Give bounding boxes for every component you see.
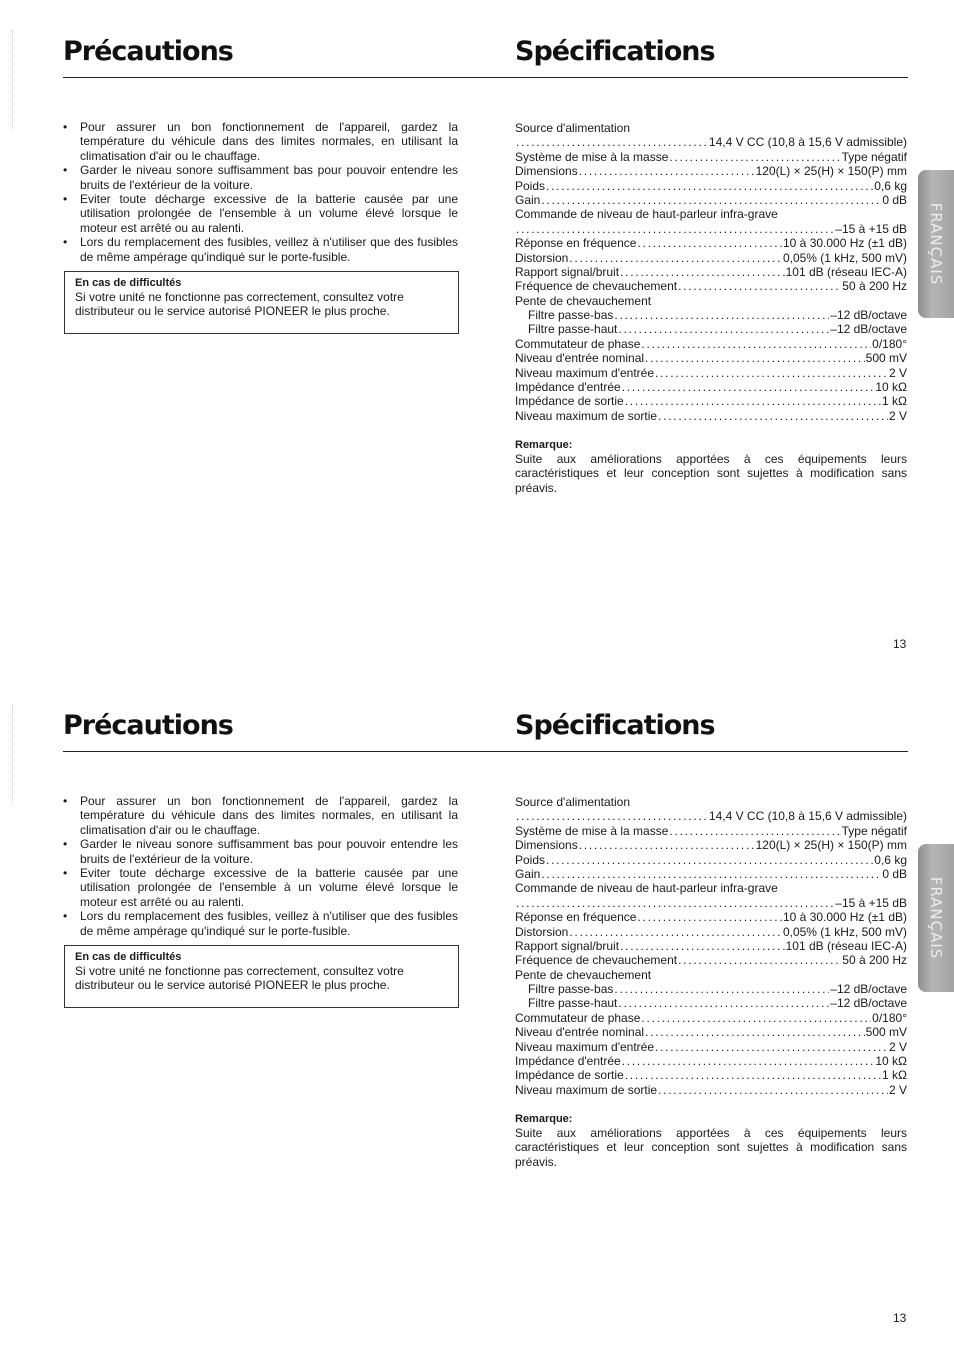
spec-label: Gain: [515, 192, 541, 207]
header-rule: [63, 77, 908, 78]
spec-value: 120(L) × 25(H) × 150(P) mm: [755, 164, 907, 179]
spec-label: Système de mise à la masse: [515, 149, 669, 164]
spec-value: 1 kΩ: [882, 394, 907, 409]
precaution-item: • Pour assurer un bon fonctionnement de l'appareil, gardez la température du véhicule dans des limites normales, en utilisant la climatisation d'air ou le chauffage.: [63, 120, 458, 163]
spec-label: Commande de niveau de haut-parleur infra-grave: [515, 207, 778, 222]
spec-row: [515, 1011, 907, 1025]
spec-value: 0,6 kg: [874, 178, 907, 193]
dot-leader: [618, 322, 829, 336]
spec-value: 50 à 200 Hz: [842, 953, 907, 968]
spec-row: [515, 1025, 907, 1039]
spec-value: 1 kΩ: [882, 1068, 907, 1083]
dot-leader: [669, 150, 840, 164]
specifications-title: Spécifications: [515, 36, 715, 67]
spec-value: –15 à +15 dB: [835, 221, 907, 236]
manual-page-top: [0, 0, 954, 674]
spec-label: Niveau maximum d'entrée: [515, 365, 655, 380]
spec-row: [515, 193, 907, 207]
spec-value: 2 V: [888, 408, 907, 423]
spec-value: 2 V: [888, 1082, 907, 1097]
precaution-item: • Garder le niveau sonore suffisamment bas pour pouvoir entendre les bruits de l'extérieur de la voiture.: [63, 163, 458, 192]
spec-row: [515, 939, 907, 953]
dot-leader: [546, 179, 873, 193]
dot-leader: [622, 380, 875, 394]
spec-label: Fréquence de chevauchement: [515, 279, 678, 294]
dot-leader: [625, 1068, 881, 1082]
dot-leader: [618, 996, 829, 1010]
dot-leader: [625, 394, 881, 408]
spec-row: [515, 982, 907, 996]
spec-row: [515, 265, 907, 279]
spec-label: Source d'alimentation: [515, 795, 631, 809]
spec-value: 0 dB: [882, 866, 907, 881]
dot-leader: [669, 824, 840, 838]
spec-label: Commande de niveau de haut-parleur infra-grave: [515, 881, 778, 896]
precaution-item: • Lors du remplacement des fusibles, veillez à n'utiliser que des fusibles de même ampérage qu'indiqué sur le porte-fusible.: [63, 235, 458, 264]
dot-leader: [658, 1083, 888, 1097]
spec-value: 10 kΩ: [875, 1054, 907, 1069]
spec-value: 500 mV: [865, 351, 907, 366]
spec-row: [515, 179, 907, 193]
spec-value: 14,4 V CC (10,8 à 15,6 V admissible): [708, 809, 907, 824]
spec-label: Niveau d'entrée nominal: [515, 1025, 645, 1040]
spec-label: Pente de chevauchement: [515, 967, 652, 982]
spec-row: [515, 294, 907, 308]
spec-row: [515, 164, 907, 178]
spec-row: [515, 351, 907, 365]
spec-label: Impédance d'entrée: [515, 1054, 621, 1069]
troubleshooting-title: En cas de difficultés: [75, 951, 182, 963]
spec-label: Rapport signal/bruit: [515, 264, 620, 279]
spec-value: 0,6 kg: [874, 852, 907, 867]
spec-row: [515, 824, 907, 838]
spec-row: [515, 308, 907, 322]
specifications-title: Spécifications: [515, 710, 715, 741]
spec-value: Type négatif: [841, 823, 907, 838]
spec-value: –15 à +15 dB: [835, 895, 907, 910]
page-number: 13: [893, 1311, 907, 1325]
spec-label: Commutateur de phase: [515, 336, 641, 351]
spec-label: Filtre passe-bas: [528, 308, 614, 323]
specifications-list: [515, 121, 907, 423]
dot-leader: [516, 135, 708, 149]
spec-label: Impédance de sortie: [515, 394, 624, 409]
language-tab: [918, 170, 954, 318]
spec-value: –12 dB/octave: [830, 996, 907, 1011]
spec-row: [515, 910, 907, 924]
spec-value: 0,05% (1 kHz, 500 mV): [782, 250, 907, 265]
spec-row: [515, 795, 907, 809]
spec-label: Fréquence de chevauchement: [515, 953, 678, 968]
spec-label: Gain: [515, 866, 541, 881]
spec-row: [515, 279, 907, 293]
spec-row: [515, 394, 907, 408]
spec-label: Commutateur de phase: [515, 1010, 641, 1025]
remark-text: Suite aux améliorations apportées à ces équipements leurs caractéristiques et leur conception sont sujettes à modification sans préavis.: [515, 452, 907, 495]
precaution-item: • Pour assurer un bon fonctionnement de l'appareil, gardez la température du véhicule dans des limites normales, en utilisant la climatisation d'air ou le chauffage.: [63, 794, 458, 837]
dot-leader: [614, 982, 829, 996]
margin-dots: [12, 704, 17, 804]
spec-value: 0/180°: [872, 1010, 907, 1025]
spec-row: [515, 322, 907, 336]
troubleshooting-box: [64, 271, 459, 334]
spec-row: [515, 968, 907, 982]
dot-leader: [569, 925, 782, 939]
dot-leader: [516, 809, 708, 823]
dot-leader: [637, 910, 782, 924]
dot-leader: [641, 1011, 871, 1025]
dot-leader: [579, 164, 755, 178]
spec-value: 10 kΩ: [875, 380, 907, 395]
spec-label: Rapport signal/bruit: [515, 938, 620, 953]
spec-row: [515, 881, 907, 895]
remark-text: Suite aux améliorations apportées à ces équipements leurs caractéristiques et leur conception sont sujettes à modification sans préavis.: [515, 1126, 907, 1169]
dot-leader: [541, 193, 881, 207]
spec-row: [515, 867, 907, 881]
spec-value: 101 dB (réseau IEC-A): [785, 264, 907, 279]
spec-label: Réponse en fréquence: [515, 236, 637, 251]
spec-row: [515, 1068, 907, 1082]
dot-leader: [641, 337, 871, 351]
precaution-item: • Eviter toute décharge excessive de la batterie causée par une utilisation prolongée de l'ensemble à un volume élevé lorsque le moteur est arrêté ou au ralenti.: [63, 866, 458, 909]
spec-label: Réponse en fréquence: [515, 910, 637, 925]
spec-row: [515, 1040, 907, 1054]
spec-row: [515, 135, 907, 149]
spec-label: Poids: [515, 852, 546, 867]
spec-row: [515, 953, 907, 967]
troubleshooting-text: Si votre unité ne fonctionne pas correctement, consultez votre distributeur ou le service autorisé PIONEER le plus proche.: [75, 964, 404, 993]
spec-row: [515, 409, 907, 423]
dot-leader: [620, 939, 785, 953]
spec-row: [515, 251, 907, 265]
manual-page-bottom: [0, 674, 954, 1348]
spec-value: 0 dB: [882, 192, 907, 207]
spec-row: [515, 366, 907, 380]
dot-leader: [637, 236, 782, 250]
dot-leader: [516, 896, 834, 910]
dot-leader: [569, 251, 782, 265]
spec-value: 10 à 30.000 Hz (±1 dB): [783, 910, 907, 925]
spec-value: 500 mV: [865, 1025, 907, 1040]
spec-label: Impédance d'entrée: [515, 380, 621, 395]
dot-leader: [546, 853, 873, 867]
dot-leader: [614, 308, 829, 322]
header-rule: [63, 751, 908, 752]
dot-leader: [655, 1040, 888, 1054]
spec-row: [515, 236, 907, 250]
spec-label: Filtre passe-haut: [528, 322, 618, 337]
spec-value: 101 dB (réseau IEC-A): [785, 938, 907, 953]
dot-leader: [678, 279, 841, 293]
spec-row: [515, 996, 907, 1010]
dot-leader: [620, 265, 785, 279]
spec-row: [515, 121, 907, 135]
spec-label: Poids: [515, 178, 546, 193]
spec-label: Système de mise à la masse: [515, 823, 669, 838]
spec-label: Distorsion: [515, 924, 569, 939]
spec-row: [515, 853, 907, 867]
spec-row: [515, 380, 907, 394]
page-number: 13: [893, 637, 907, 651]
spec-value: 120(L) × 25(H) × 150(P) mm: [755, 838, 907, 853]
spec-label: Impédance de sortie: [515, 1068, 624, 1083]
spec-value: 50 à 200 Hz: [842, 279, 907, 294]
dot-leader: [579, 838, 755, 852]
spec-value: 2 V: [888, 1039, 907, 1054]
remark-section: [515, 1113, 907, 1169]
spec-value: 10 à 30.000 Hz (±1 dB): [783, 236, 907, 251]
troubleshooting-text: Si votre unité ne fonctionne pas correctement, consultez votre distributeur ou le service autorisé PIONEER le plus proche.: [75, 290, 404, 319]
spec-row: [515, 1054, 907, 1068]
spec-value: 0,05% (1 kHz, 500 mV): [782, 924, 907, 939]
spec-value: 0/180°: [872, 336, 907, 351]
dot-leader: [645, 351, 865, 365]
spec-label: Dimensions: [515, 838, 578, 853]
spec-row: [515, 337, 907, 351]
precaution-item: • Garder le niveau sonore suffisamment bas pour pouvoir entendre les bruits de l'extérieur de la voiture.: [63, 837, 458, 866]
spec-label: Distorsion: [515, 250, 569, 265]
precaution-item: • Lors du remplacement des fusibles, veillez à n'utiliser que des fusibles de même ampérage qu'indiqué sur le porte-fusible.: [63, 909, 458, 938]
precautions-section: [63, 794, 458, 938]
precautions-title: Précautions: [63, 710, 233, 741]
dot-leader: [655, 366, 888, 380]
precautions-list: [63, 120, 458, 264]
spec-row: [515, 222, 907, 236]
precautions-section: [63, 120, 458, 264]
spec-label: Pente de chevauchement: [515, 293, 652, 308]
spec-label: Niveau maximum de sortie: [515, 408, 658, 423]
spec-row: [515, 896, 907, 910]
precaution-item: • Eviter toute décharge excessive de la batterie causée par une utilisation prolongée de l'ensemble à un volume élevé lorsque le moteur est arrêté ou au ralenti.: [63, 192, 458, 235]
remark-title: Remarque:: [515, 439, 573, 451]
remark-section: [515, 439, 907, 495]
troubleshooting-box: [64, 945, 459, 1008]
spec-value: –12 dB/octave: [830, 308, 907, 323]
remark-title: Remarque:: [515, 1113, 573, 1125]
spec-row: [515, 925, 907, 939]
spec-value: –12 dB/octave: [830, 982, 907, 997]
troubleshooting-title: En cas de difficultés: [75, 277, 182, 289]
spec-value: –12 dB/octave: [830, 322, 907, 337]
specifications-list: [515, 795, 907, 1097]
spec-row: [515, 809, 907, 823]
spec-label: Dimensions: [515, 164, 578, 179]
language-tab-label: FRANÇAIS: [927, 202, 945, 286]
language-tab: [918, 844, 954, 992]
dot-leader: [541, 867, 881, 881]
spec-label: Niveau maximum d'entrée: [515, 1039, 655, 1054]
spec-label: Source d'alimentation: [515, 121, 631, 135]
dot-leader: [658, 409, 888, 423]
spec-value: 2 V: [888, 365, 907, 380]
spec-row: [515, 150, 907, 164]
spec-label: Niveau d'entrée nominal: [515, 351, 645, 366]
dot-leader: [622, 1054, 875, 1068]
spec-row: [515, 1083, 907, 1097]
dot-leader: [645, 1025, 865, 1039]
spec-row: [515, 207, 907, 221]
spec-value: Type négatif: [841, 149, 907, 164]
language-tab-label: FRANÇAIS: [927, 876, 945, 960]
spec-label: Filtre passe-bas: [528, 982, 614, 997]
precautions-list: [63, 794, 458, 938]
dot-leader: [516, 222, 834, 236]
dot-leader: [678, 953, 841, 967]
spec-label: Niveau maximum de sortie: [515, 1082, 658, 1097]
spec-label: Filtre passe-haut: [528, 996, 618, 1011]
spec-row: [515, 838, 907, 852]
precautions-title: Précautions: [63, 36, 233, 67]
spec-value: 14,4 V CC (10,8 à 15,6 V admissible): [708, 135, 907, 150]
margin-dots: [12, 30, 17, 130]
